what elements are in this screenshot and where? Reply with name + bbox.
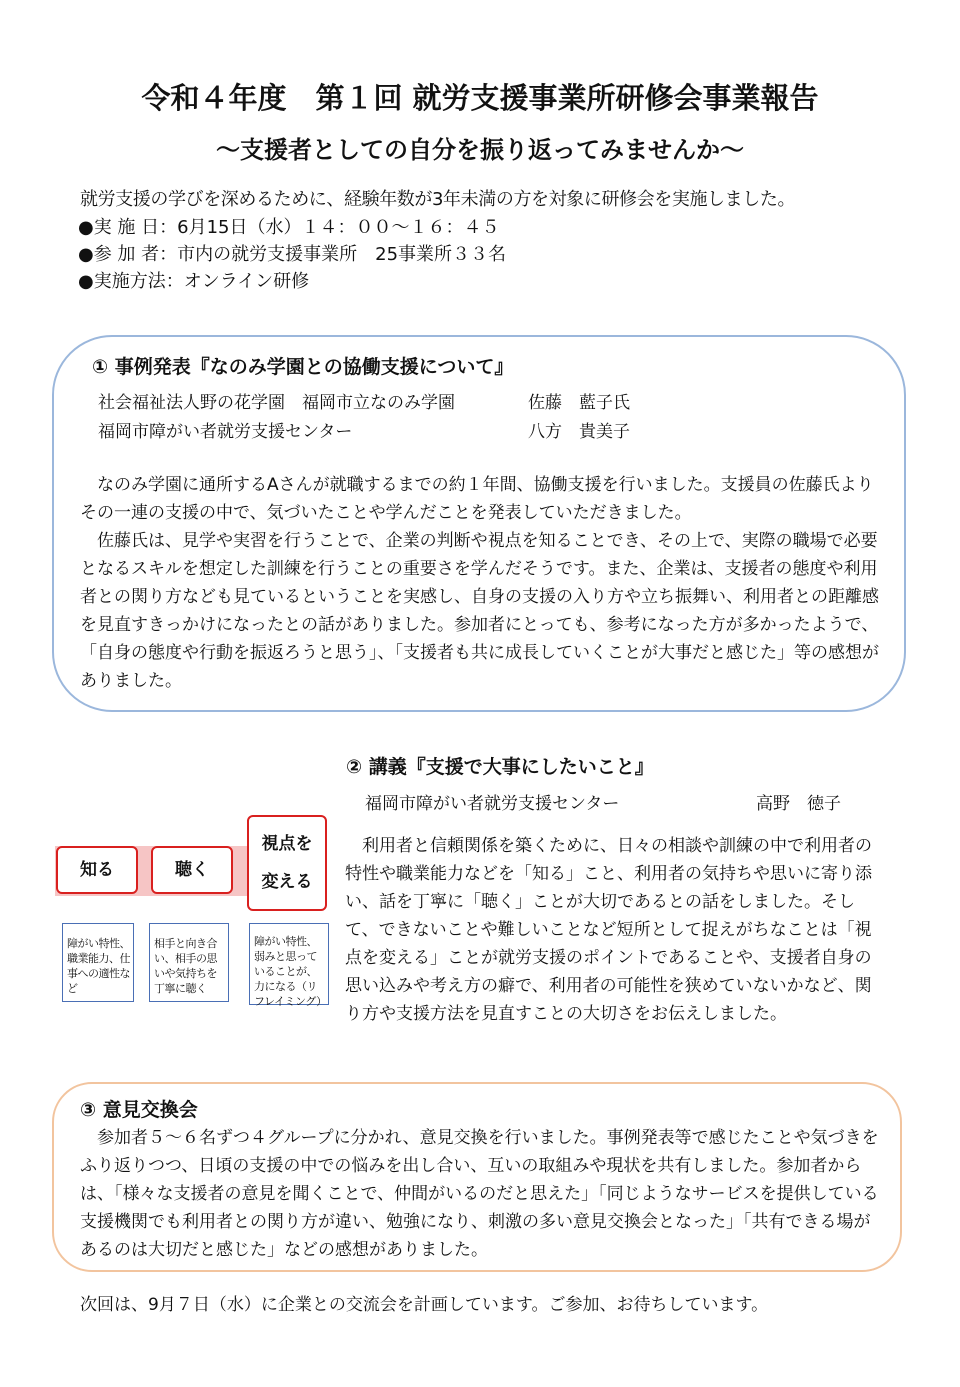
footer-next-event: 次回は、9月７日（水）に企業との交流会を計画しています。ご参加、お待ちしています。 bbox=[80, 1295, 769, 1315]
intro-lead: 就労支援の学びを深めるために、経験年数が3年未満の方を対象に研修会を実施しました。 bbox=[80, 189, 796, 210]
diagram-box-know: 知る bbox=[56, 846, 138, 894]
diagram-note-listen: 相手と向き合い、相手の思いや気持ちを丁寧に聴く bbox=[149, 923, 229, 1002]
section3-paragraph: 参加者５～６名ずつ４グループに分かれ、意見交換を行いました。事例発表等で感じたことや気づきをふり返りつつ、日頃の支援の中での悩みを出し合い、互いの取組みや現状を共有しました。参加者からは、「様々な支援者の意見を聞くことで、仲間がいるのだと思えた」「同じようなサービスを提供している支援機関でも利用者との関り方が違い、勉強になり、刺激の多い意見交換会となった」「共有できる場があるのは大切だと感じた」などの感想がありました。 bbox=[80, 1128, 879, 1260]
section1-speaker1-org: 社会福祉法人野の花学園 福岡市立なのみ学園 bbox=[98, 393, 455, 413]
section2-title: ② 講義『支援で大事にしたいこと』 bbox=[346, 756, 654, 778]
section2-name: 高野 徳子 bbox=[756, 794, 841, 814]
section2-paragraph: 利用者と信頼関係を築くために、日々の相談や訓練の中で利用者の特性や職業能力などを「知る」こと、利用者の気持ちや思いに寄り添い、話を丁寧に「聴く」ことが大切であるとの話をしました。そして、できないことや難しいことなど短所として捉えがちなことは「視点を変える」ことが就労支援のポイントであることや、支援者自身の思い込みや考え方の癖で、利用者の可能性を狭めていないかなど、関り方や支援方法を見直すことの大切さをお伝えしました。 bbox=[345, 836, 872, 1024]
section1-speaker2-name: 八方 貴美子 bbox=[528, 422, 630, 442]
section1-speaker1-name: 佐藤 藍子氏 bbox=[528, 393, 630, 413]
intro-participants: ●参 加 者：市内の就労支援事業所 25事業所３３名 bbox=[78, 244, 507, 265]
section1-paragraph1: なのみ学園に通所するAさんが就職するまでの約１年間、協働支援を行いました。支援員の佐藤氏よりその一連の支援の中で、気づいたことや学んだことを発表していただきました。 bbox=[80, 475, 874, 523]
diagram-box-change-view-line2: 変える bbox=[261, 872, 313, 892]
section1-paragraph2: 佐藤氏は、見学や実習を行うことで、企業の判断や視点を知ることでき、その上で、実際の職場で必要となるスキルを想定した訓練を行うことの重要さを学んだそうです。また、企業は、支援者の態度や利用者との関り方なども見ているということを実感し、自身の支援の入り方や立ち振舞い、利用者との距離感を見直すきっかけになったとの話がありました。参加者にとっても、参考になった方が多かったようで、「自身の態度や行動を振返ろうと思う」、「支援者も共に成長していくことが大事だと感じた」等の感想がありました。 bbox=[80, 531, 879, 691]
diagram-note-know: 障がい特性、職業能力、仕事への適性など bbox=[62, 923, 134, 1002]
page-title: 令和４年度 第１回 就労支援事業所研修会事業報告 bbox=[141, 81, 819, 115]
diagram-note-change-view: 障がい特性、弱みと思っていることが、力になる（リフレイミング） bbox=[249, 923, 329, 1005]
intro-method: ●実施方法：オンライン研修 bbox=[78, 271, 310, 292]
page-subtitle: ～支援者としての自分を振り返ってみませんか～ bbox=[216, 136, 744, 164]
section2-org: 福岡市障がい者就労支援センター bbox=[365, 794, 620, 814]
diagram-box-listen: 聴く bbox=[151, 846, 233, 894]
intro-date: ●実 施 日：6月15日（水）１４：００～１６：４５ bbox=[78, 217, 500, 238]
section1-speaker2-org: 福岡市障がい者就労支援センター bbox=[98, 422, 353, 442]
diagram-box-change-view-line1: 視点を bbox=[261, 834, 313, 854]
diagram-box-change-view bbox=[247, 815, 327, 911]
section3-title: ③ 意見交換会 bbox=[80, 1099, 198, 1121]
section1-title: ① 事例発表『なのみ学園との協働支援について』 bbox=[92, 356, 514, 378]
